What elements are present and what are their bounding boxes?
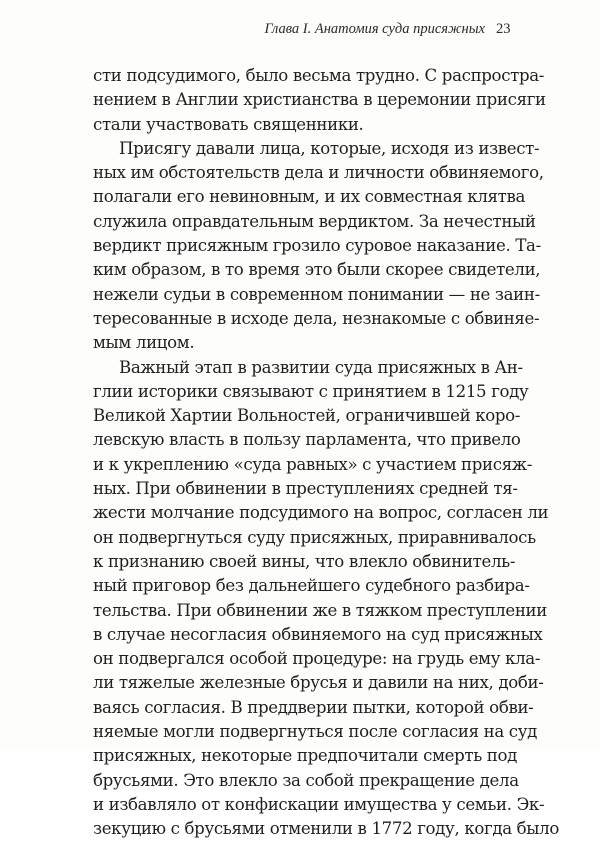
- text-line: служила оправдательным вердиктом. За нечестный: [93, 211, 536, 231]
- text-line: нением в Англии христианства в церемонии присяги: [93, 90, 546, 110]
- text-line: сти подсудимого, было весьма трудно. С распростра-: [93, 66, 545, 85]
- text-line: зекуцию с брусьями отменили в 1772 году, когда было: [93, 819, 559, 839]
- text-line: няемые могли подвергнуться после согласия на суд: [93, 722, 538, 742]
- text-line: присяжных, некоторые предпочитали смерть под: [93, 746, 518, 766]
- text-line: полагали его невиновным, и их совместная клятва: [93, 187, 526, 207]
- paragraph-first-line: Присягу давали лица, которые, исходя из извест-: [119, 138, 540, 158]
- text-line: тельства. При обвинении же в тяжком преступлении: [93, 600, 547, 620]
- text-line: жести молчание подсудимого на вопрос, согласен ли: [93, 503, 549, 523]
- text-line: ваясь согласия. В преддверии пытки, которой обви-: [93, 697, 534, 717]
- text-line: нежели судьи в современном понимании — не заин-: [93, 284, 540, 304]
- text-line: стали участвовать священники.: [93, 114, 364, 134]
- text-line: и избавляло от конфискации имущества у семьи. Эк-: [93, 794, 545, 814]
- text-line: ный приговор без дальнейшего судебного разбира-: [93, 576, 530, 596]
- text-line: левскую власть в пользу парламента, что привело: [93, 430, 521, 450]
- text-line: к признанию своей вины, что влекло обвинитель-: [93, 551, 516, 571]
- page-number: 23: [496, 21, 511, 37]
- text-line: он подвергнуться суду присяжных, приравнивалось: [93, 527, 536, 547]
- paragraph-first-line: Важный этап в развитии суда присяжных в Ан-: [119, 357, 523, 377]
- text-line: он подвергался особой процедуре: на грудь ему кла-: [93, 649, 541, 669]
- text-line: ных им обстоятельств дела и личности обвиняемого,: [93, 163, 544, 183]
- text-line: и к укреплению «суда равных» с участием присяж-: [93, 454, 532, 474]
- text-line: глии историки связывают с принятием в 1215 году: [93, 381, 529, 401]
- text-line: вердикт присяжным грозило суровое наказание. Та-: [93, 236, 541, 256]
- text-line: мым лицом.: [93, 333, 195, 353]
- text-line: брусьями. Это влекло за собой прекращение дела: [93, 770, 519, 790]
- text-line: ных. При обвинении в преступлениях средней тя-: [93, 479, 518, 499]
- text-line: ким образом, в то время это были скорее свидетели,: [93, 260, 541, 280]
- running-header: Глава I. Анатомия суда присяжных: [264, 21, 485, 37]
- body-text: [93, 64, 593, 842]
- text-line: в случае несогласия обвиняемого на суд присяжных: [93, 624, 543, 644]
- text-line: тересованные в исходе дела, незнакомые с обвиняе-: [93, 308, 540, 328]
- text-line: Великой Хартии Вольностей, ограничившей коро-: [93, 406, 521, 426]
- text-line: ли тяжелые железные брусья и давили на них, доби-: [93, 673, 544, 693]
